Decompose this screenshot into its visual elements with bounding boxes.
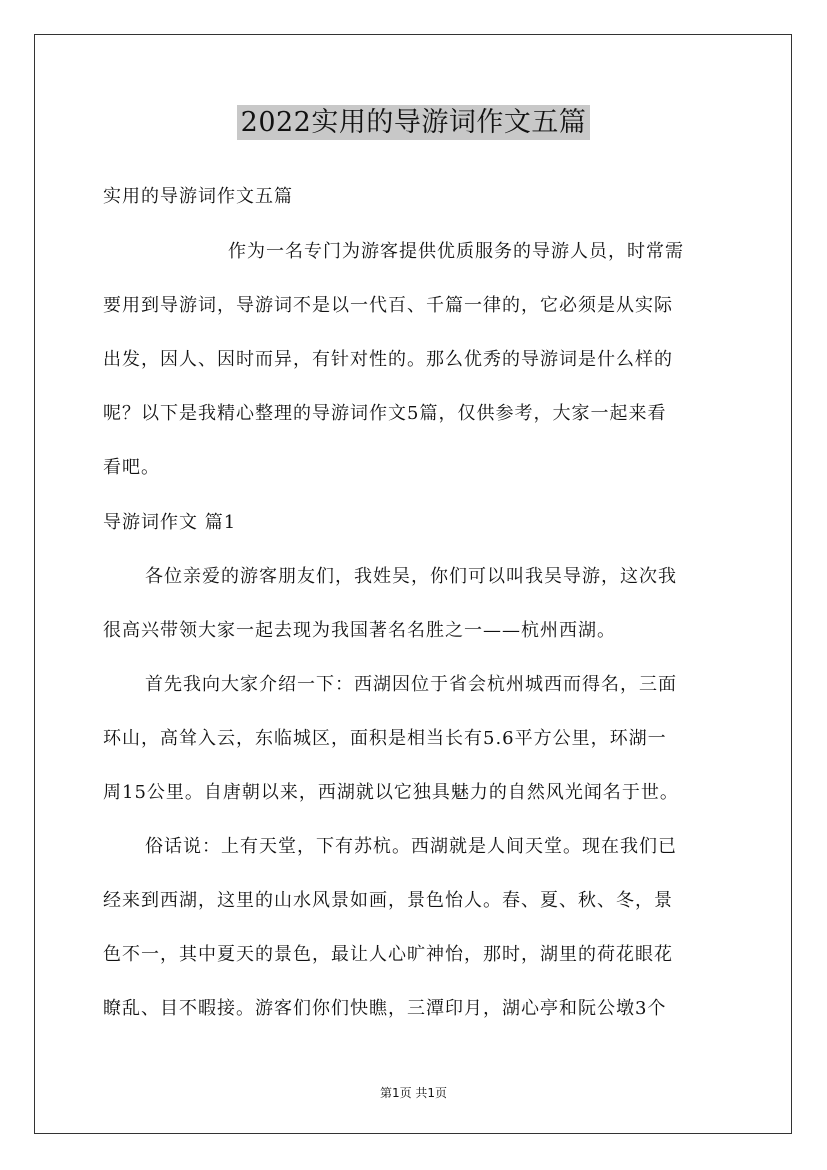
paragraph-line: 经来到西湖，这里的山水风景如画，景色怡人。春、夏、秋、冬，景 xyxy=(103,890,673,911)
page-footer: 第1页 共1页 xyxy=(379,1086,448,1100)
paragraph-line: 周15公里。自唐朝以来，西湖就以它独具魅力的自然风光闻名于世。 xyxy=(103,782,679,803)
paragraph-line: 很高兴带领大家一起去现为我国著名名胜之一——杭州西湖。 xyxy=(103,620,616,641)
paragraph-line: 瞭乱、目不暇接。游客们你们快瞧，三潭印月，湖心亭和阮公墩3个 xyxy=(103,998,667,1019)
intro-line: 呢？以下是我精心整理的导游词作文5篇，仅供参考，大家一起来看 xyxy=(103,403,667,424)
paragraph-line: 色不一，其中夏天的景色，最让人心旷神怡，那时，湖里的荷花眼花 xyxy=(103,944,673,965)
intro-line: 要用到导游词，导游词不是以一代百、千篇一律的，它必须是从实际 xyxy=(103,295,673,316)
paragraph-line: 各位亲爱的游客朋友们，我姓吴，你们可以叫我吴导游，这次我 xyxy=(145,566,677,587)
document-title-wrap xyxy=(0,100,827,139)
document-title: 2022实用的导游词作文五篇 xyxy=(237,105,591,140)
intro-line: 出发，因人、因时而异，有针对性的。那么优秀的导游词是什么样的 xyxy=(103,349,673,370)
paragraph-line: 环山，高耸入云，东临城区，面积是相当长有5.6平方公里，环湖一 xyxy=(103,728,667,749)
paragraph-line: 俗话说：上有天堂，下有苏杭。西湖就是人间天堂。现在我们已 xyxy=(145,836,677,857)
intro-line: 看吧。 xyxy=(103,457,160,478)
intro-line: 作为一名专门为游客提供优质服务的导游人员，时常需 xyxy=(228,241,684,262)
document-subtitle: 实用的导游词作文五篇 xyxy=(103,186,293,207)
paragraph-line: 首先我向大家介绍一下：西湖因位于省会杭州城西而得名，三面 xyxy=(145,674,677,695)
section-heading: 导游词作文 篇1 xyxy=(103,512,237,533)
